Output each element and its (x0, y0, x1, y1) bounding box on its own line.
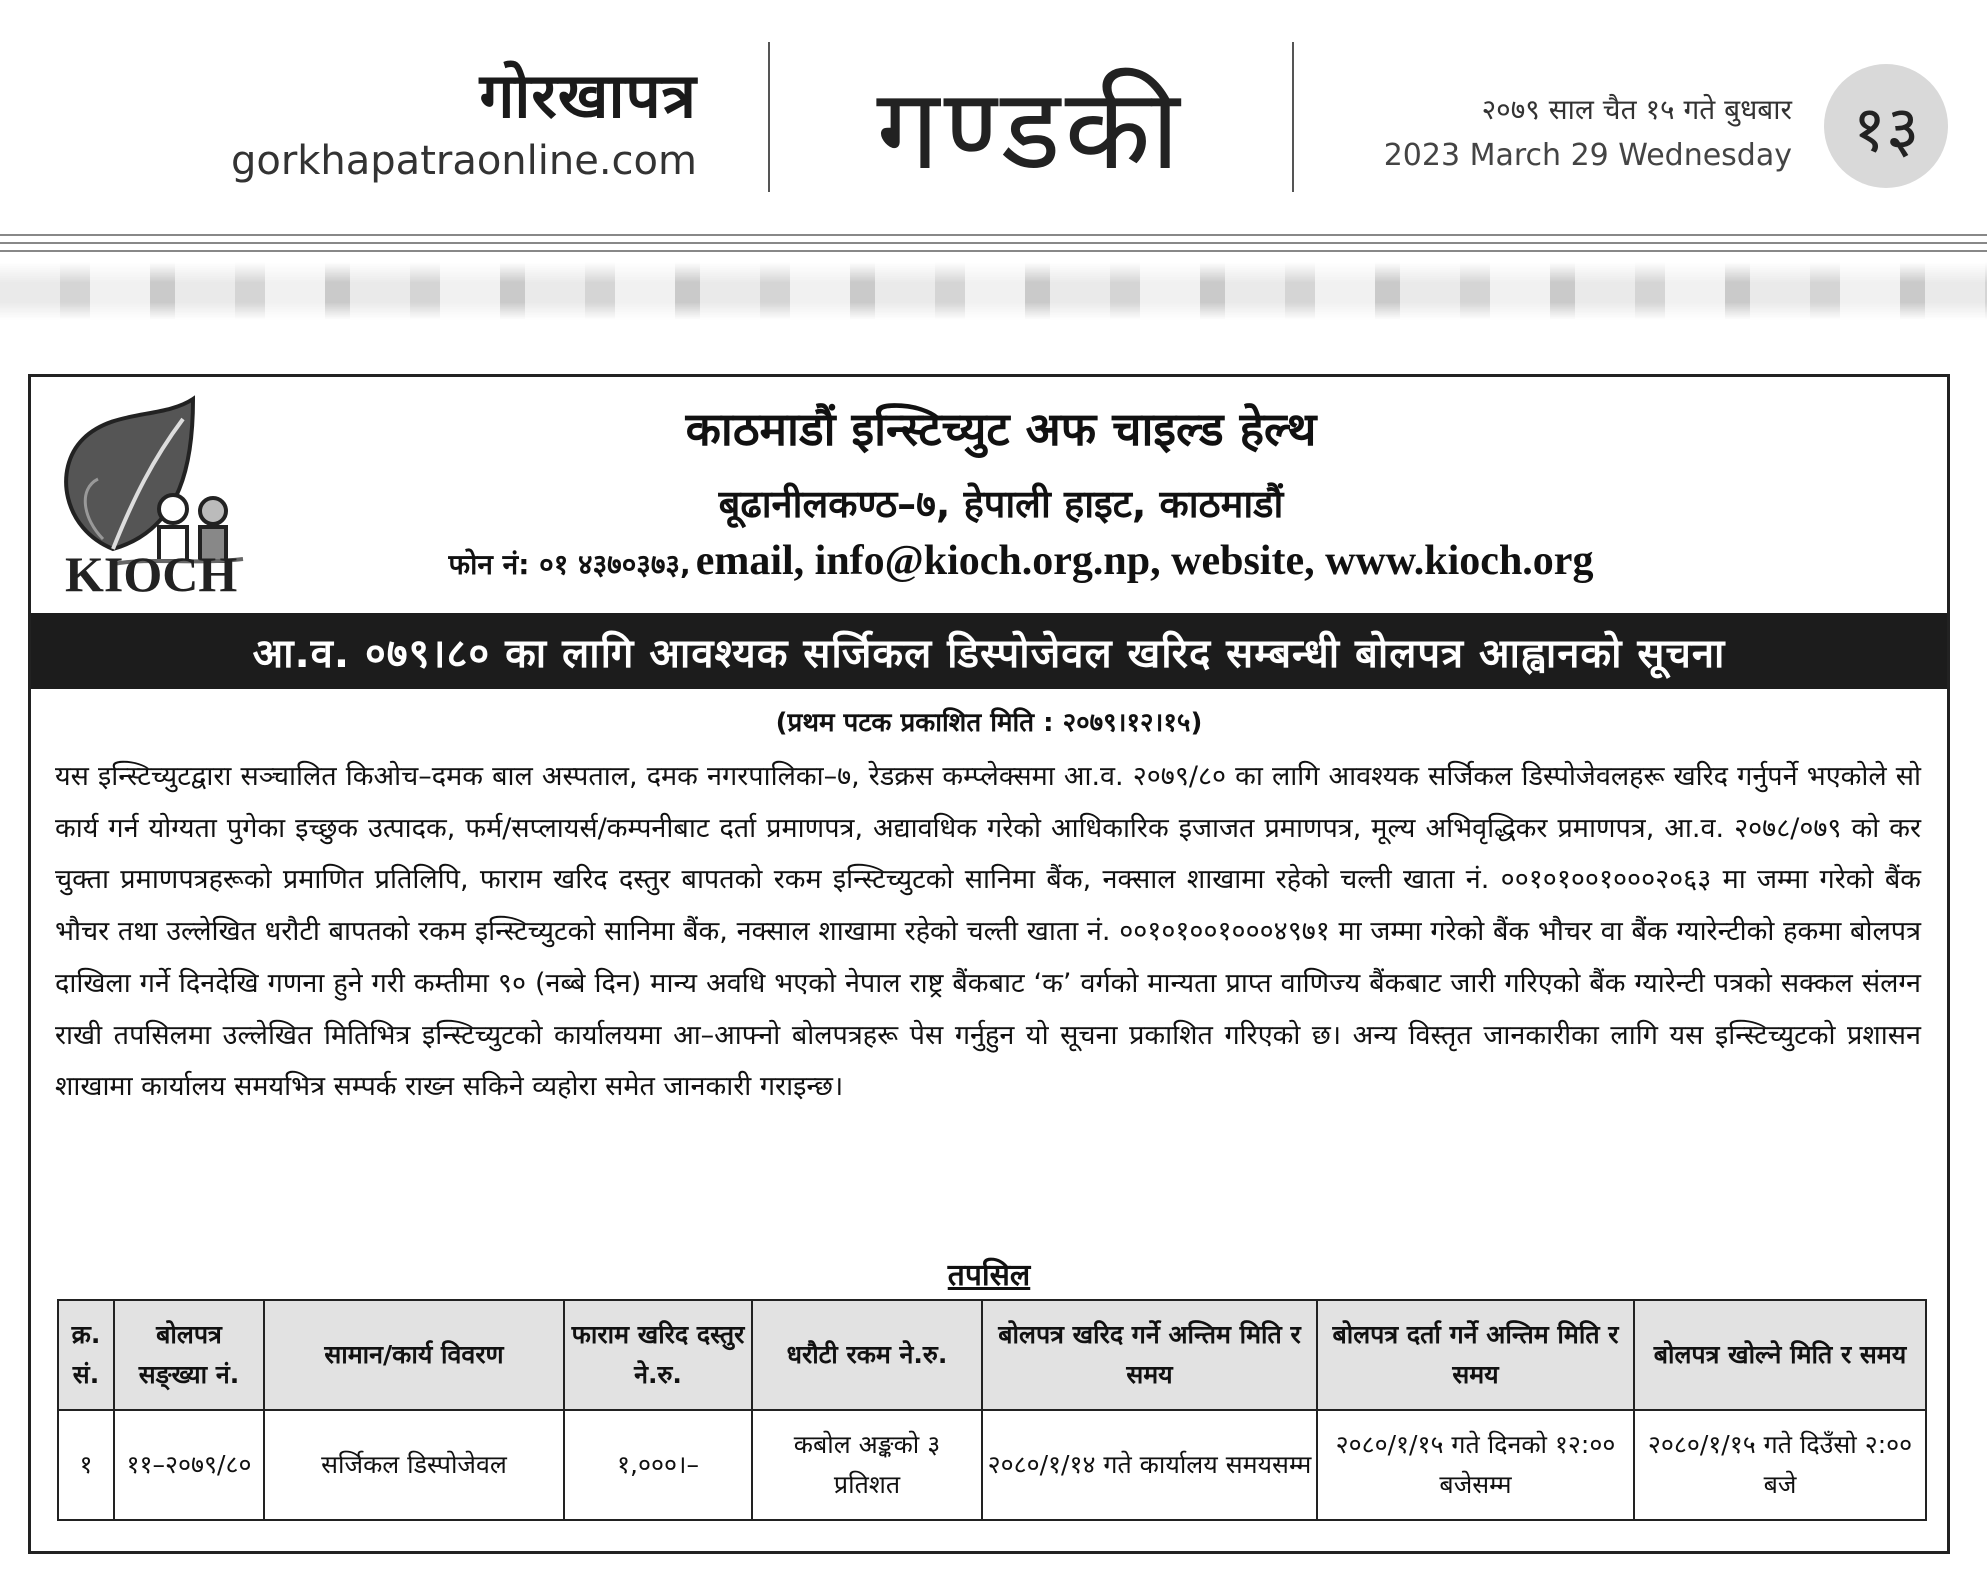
table-cell: १ (58, 1410, 114, 1520)
email-website: email, info@kioch.org.np, website, www.kioch.org (695, 538, 1594, 584)
notice-title: आ.व. ०७९।८० का लागि आवश्यक सर्जिकल डिस्पोजेवल खरिद सम्बन्धी बोलपत्र आह्वानको सूचना (31, 613, 1947, 689)
table-header-cell: बोलपत्र सङ्ख्या नं. (114, 1300, 264, 1410)
table-header-cell: बोलपत्र दर्ता गर्ने अन्तिम मिति र समय (1317, 1300, 1634, 1410)
schedule-heading: तपसिल (947, 1258, 1031, 1293)
phone-number: फोन नं: ०१ ४३७०३७३, (448, 548, 691, 581)
table-header-cell: फाराम खरिद दस्तुर ने.रु. (564, 1300, 752, 1410)
notice-body: यस इन्स्टिच्युटद्वारा सञ्चालित किओच–दमक बाल अस्पताल, दमक नगरपालिका–७, रेडक्रस कम्प्लेक्समा आ.व. २०७९/८० का लागि आवश्यक सर्जिकल डिस्पोजेवलहरू खरिद गर्नुपर्ने भएकोले सो कार्य गर्न योग्यता पुगेका इच्छुक उत्पादक, फर्म/सप्लायर्स/कम्पनीबाट दर्ता प्रमाणपत्र, अद्यावधिक गरेको आधिकारिक इजाजत प्रमाणपत्र, मूल्य अभिवृद्धिकर प्रमाणपत्र, आ.व. २०७८/०७९ को कर चुक्ता प्रमाणपत्रहरूको प्रमाणित प्रतिलिपि, फाराम खरिद दस्तुर बापतको रकम इन्स्टिच्युटको सानिमा बैंक, नक्साल शाखामा रहेको चल्ती खाता नं. ००१०१००१०००२०६३ मा जम्मा गरेको बैंक भौचर तथा उल्लेखित धरौटी बापतको रकम इन्स्टिच्युटको सानिमा बैंक, नक्साल शाखामा रहेको चल्ती खाता नं. ००१०१००१०००४९७१ मा जम्मा गरेको बैंक भौचर वा बैंक ग्यारेन्टीको हकमा बोलपत्र दाखिला गर्ने दिनदेखि गणना हुने गरी कम्तीमा ९० (नब्बे दिन) मान्य अवधि भएको नेपाल राष्ट्र बैंकबाट ‘क’ वर्गको मान्यता प्राप्त वाणिज्य बैंकबाट जारी गरिएको बैंक ग्यारेन्टी पत्रको सक्कल संलग्न राखी तपसिलमा उल्लेखित मितिभित्र इन्स्टिच्युटको कार्यालयमा आ–आफ्नो बोलपत्रहरू पेस गर्नुहुन यो सूचना प्रकाशित गरिएको छ। अन्य विस्तृत जानकारीका लागि यस इन्स्टिच्युटको प्रशासन शाखामा कार्यालय समयभित्र सम्पर्क राख्न सकिने व्यहोरा समेत जानकारी गराइन्छ। (55, 761, 1921, 1103)
table-header-row (58, 1300, 1926, 1410)
table-cell: सर्जिकल डिस्पोजेवल (264, 1410, 564, 1520)
table-cell: १,०००।– (564, 1410, 752, 1520)
organization-name: काठमाडौं इन्स्टिच्युट अफ चाइल्ड हेल्थ (685, 402, 1317, 456)
date-english: 2023 March 29 Wednesday (1383, 138, 1792, 173)
table-cell: २०८०/१/१४ गते कार्यालय समयसम्म (982, 1410, 1317, 1520)
table-header-cell: धरौटी रकम ने.रु. (752, 1300, 982, 1410)
schedule-table (57, 1299, 1927, 1521)
date-nepali: २०७९ साल चैत १५ गते बुधबार (1481, 93, 1792, 126)
tender-notice (28, 374, 1950, 1554)
divider (1292, 42, 1294, 192)
organization-contact (321, 537, 1721, 585)
table-cell: ११–२०७९/८० (114, 1410, 264, 1520)
table-cell: २०८०/१/१५ गते दिउँसो २:०० बजे (1634, 1410, 1926, 1520)
table-cell: कबोल अङ्कको ३ प्रतिशत (752, 1410, 982, 1520)
newspaper-name: गोरखापत्र (479, 59, 697, 132)
table-header-cell: बोलपत्र खरिद गर्ने अन्तिम मिति र समय (982, 1300, 1317, 1410)
newspaper-website: gorkhapatraonline.com (230, 138, 697, 184)
masthead-rules (0, 234, 1987, 258)
first-published-date: (प्रथम पटक प्रकाशित मिति : २०७९।१२।१५) (775, 708, 1203, 738)
table-header-cell: सामान/कार्य विवरण (264, 1300, 564, 1410)
table-row (58, 1410, 1926, 1520)
table-header-cell: बोलपत्र खोल्ने मिति र समय (1634, 1300, 1926, 1410)
logo-text: KIOCH (65, 546, 238, 602)
page-number: १३ (1824, 64, 1948, 188)
table-cell: २०८०/१/१५ गते दिनको १२:०० बजेसम्म (1317, 1410, 1634, 1520)
decorative-band (0, 262, 1987, 320)
section-title: गण्डकी (876, 65, 1184, 195)
organization-address: बूढानीलकण्ठ–७, हेपाली हाइट, काठमाडौं (718, 482, 1284, 526)
table-header-cell: क्र. सं. (58, 1300, 114, 1410)
